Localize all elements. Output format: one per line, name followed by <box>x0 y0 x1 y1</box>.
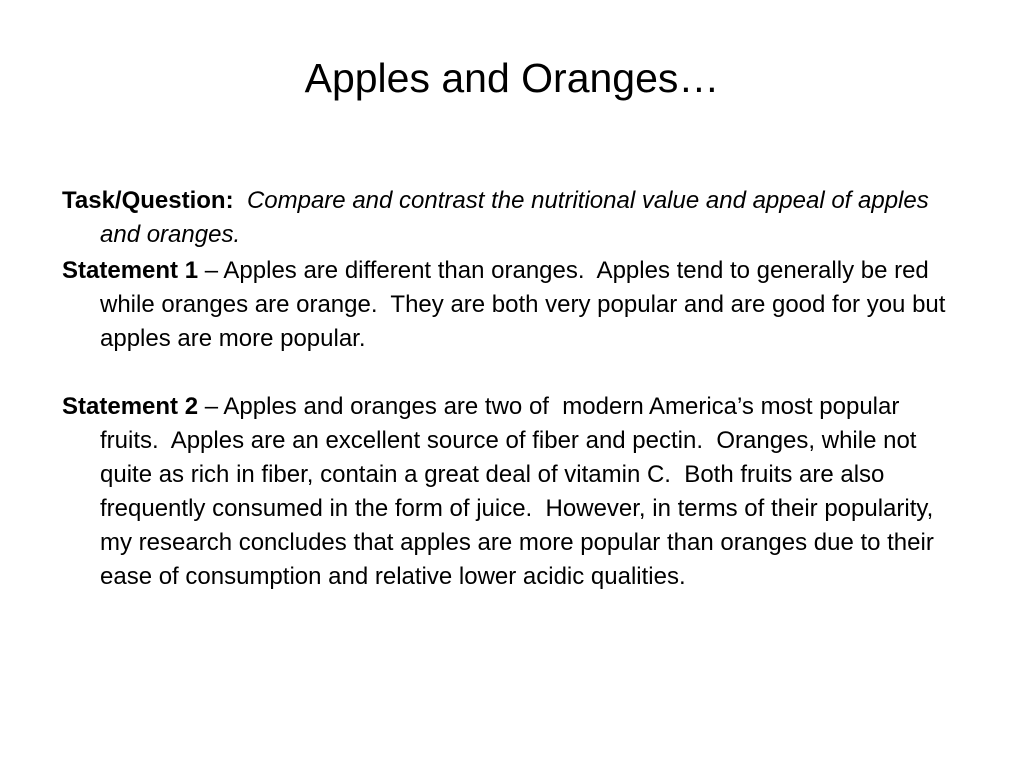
statement-1-paragraph <box>62 254 962 356</box>
task-question-separator <box>234 187 247 214</box>
paragraph-spacer <box>62 356 962 390</box>
task-question-paragraph <box>62 184 962 252</box>
statement-2-label: Statement 2 <box>62 393 199 420</box>
slide-body <box>62 184 962 594</box>
slide-title: Apples and Oranges… <box>304 55 720 101</box>
statement-1-text: – Apples are different than oranges. Apples tend to generally be red while oranges are orange. They are both very popular and are good for you but apples are more popular. <box>100 257 953 352</box>
task-question-label: Task/Question: <box>62 187 234 214</box>
statement-2-paragraph <box>62 390 962 594</box>
statement-1-label: Statement 1 <box>62 257 199 284</box>
task-question-text: Compare and contrast the nutritional value and appeal of apples and oranges. <box>100 187 929 248</box>
statement-2-text: – Apples and oranges are two of modern America’s most popular fruits. Apples are an excellent source of fiber and pectin. Oranges, while not quite as rich in fiber, contain a great deal of vitamin C. Both fruits are also frequently consumed in the form of juice. However, in terms of their popularity, my research concludes that apples are more popular than oranges due to their ease of consumption and relative lower acidic qualities. <box>100 393 941 590</box>
